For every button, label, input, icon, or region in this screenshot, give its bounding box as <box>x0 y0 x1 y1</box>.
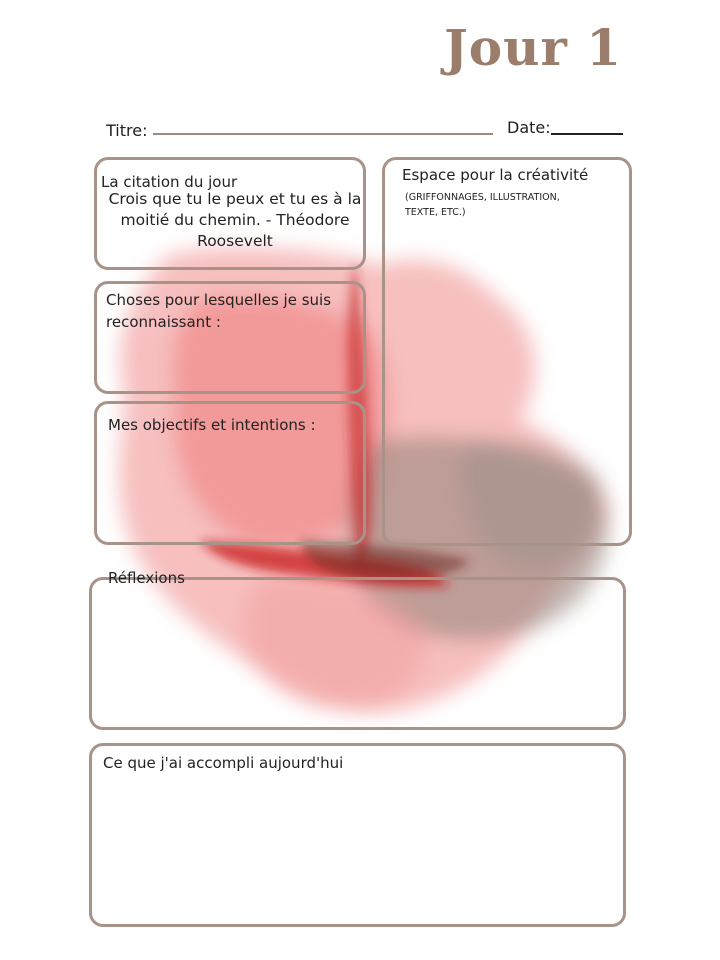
gratitude-label: Choses pour lesquelles je suis reconnaissant : <box>106 291 332 331</box>
quote-text: Crois que tu le peux et tu es à la moitié du chemin. - Théodore Roosevelt <box>108 190 362 250</box>
creativity-label: Espace pour la créativité <box>402 166 589 184</box>
titre-line[interactable] <box>153 133 493 135</box>
date-line[interactable] <box>551 133 623 135</box>
reflections-label: Réflexions <box>108 569 185 587</box>
accomplished-label: Ce que j'ai accompli aujourd'hui <box>103 754 344 772</box>
page-title: Jour 1 <box>444 18 622 77</box>
creativity-note: (GRIFFONNAGES, ILLUSTRATION, TEXTE, ETC.) <box>405 192 560 218</box>
date-label: Date: <box>507 118 551 137</box>
quote-label: La citation du jour <box>101 173 238 191</box>
reflections-box[interactable] <box>89 577 626 730</box>
titre-label: Titre: <box>106 121 148 140</box>
goals-label: Mes objectifs et intentions : <box>108 416 316 434</box>
